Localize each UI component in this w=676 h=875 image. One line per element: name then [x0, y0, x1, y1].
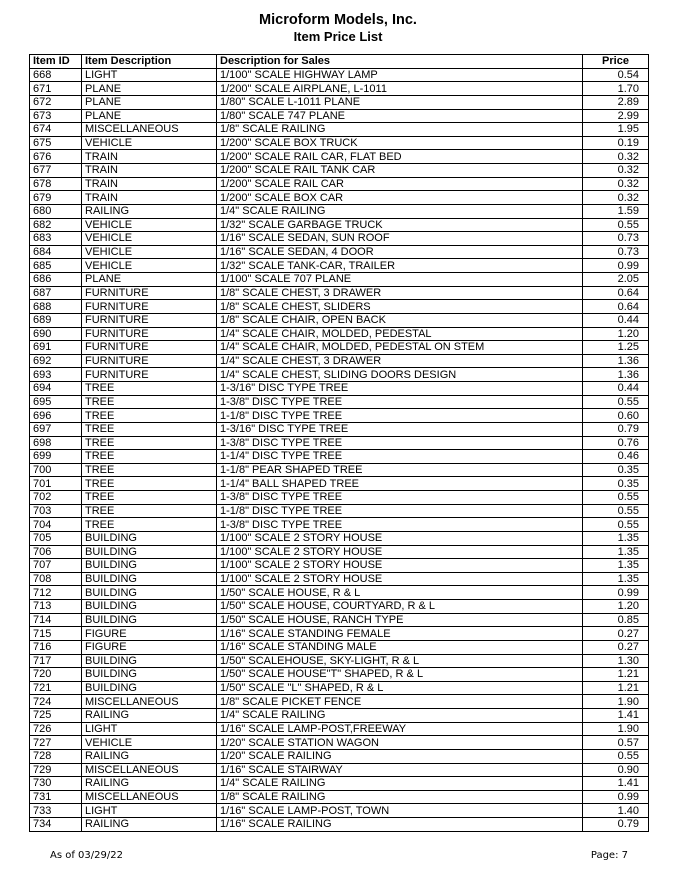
item-description-cell: RAILING: [82, 709, 217, 723]
price-cell: 0.55: [583, 218, 649, 232]
table-row: [30, 327, 649, 341]
sales-description-cell: 1/20" SCALE RAILING: [217, 749, 583, 763]
table-row: [30, 600, 649, 614]
price-cell: 1.21: [583, 681, 649, 695]
price-cell: 1.35: [583, 545, 649, 559]
item-description-cell: VEHICLE: [82, 232, 217, 246]
table-row: [30, 531, 649, 545]
price-cell: 0.76: [583, 436, 649, 450]
table-row: [30, 586, 649, 600]
sales-description-cell: 1/80" SCALE L-1011 PLANE: [217, 95, 583, 109]
item-description-cell: TREE: [82, 450, 217, 464]
item-id-cell: 721: [30, 681, 82, 695]
item-description-cell: BUILDING: [82, 531, 217, 545]
price-cell: 0.90: [583, 763, 649, 777]
item-id-cell: 733: [30, 804, 82, 818]
item-id-cell: 680: [30, 204, 82, 218]
table-row: [30, 286, 649, 300]
price-cell: 1.95: [583, 123, 649, 137]
item-id-cell: 717: [30, 654, 82, 668]
item-id-cell: 679: [30, 191, 82, 205]
item-description-cell: BUILDING: [82, 545, 217, 559]
table-row: [30, 109, 649, 123]
item-description-cell: LIGHT: [82, 722, 217, 736]
price-cell: 0.44: [583, 382, 649, 396]
table-row: [30, 695, 649, 709]
table-row: [30, 436, 649, 450]
price-cell: 0.85: [583, 613, 649, 627]
table-row: [30, 95, 649, 109]
table-row: [30, 450, 649, 464]
table-row: [30, 777, 649, 791]
page-number: Page: 7: [590, 850, 628, 861]
item-id-cell: 672: [30, 95, 82, 109]
price-cell: 2.99: [583, 109, 649, 123]
table-row: [30, 382, 649, 396]
company-name: Microform Models, Inc.: [259, 12, 417, 28]
sales-description-cell: 1/100" SCALE 2 STORY HOUSE: [217, 531, 583, 545]
item-description-cell: VEHICLE: [82, 245, 217, 259]
table-row: [30, 164, 649, 178]
sales-description-cell: 1/8" SCALE CHAIR, OPEN BACK: [217, 313, 583, 327]
item-id-cell: 671: [30, 82, 82, 96]
item-description-cell: TREE: [82, 395, 217, 409]
sales-description-cell: 1/16" SCALE STANDING FEMALE: [217, 627, 583, 641]
table-row: [30, 572, 649, 586]
item-id-cell: 699: [30, 450, 82, 464]
item-description-cell: FURNITURE: [82, 313, 217, 327]
table-row: [30, 313, 649, 327]
sales-description-cell: 1-3/8" DISC TYPE TREE: [217, 436, 583, 450]
price-cell: 0.79: [583, 818, 649, 832]
item-id-cell: 694: [30, 382, 82, 396]
sales-description-cell: 1/100" SCALE 2 STORY HOUSE: [217, 545, 583, 559]
price-cell: 1.40: [583, 804, 649, 818]
price-cell: 1.90: [583, 722, 649, 736]
table-body: [30, 68, 649, 831]
item-description-cell: FIGURE: [82, 627, 217, 641]
table-row: [30, 150, 649, 164]
sales-description-cell: 1/50" SCALE HOUSE"T" SHAPED, R & L: [217, 668, 583, 682]
item-description-cell: TREE: [82, 504, 217, 518]
table-row: [30, 123, 649, 137]
price-cell: 0.73: [583, 245, 649, 259]
item-description-cell: TRAIN: [82, 164, 217, 178]
item-id-cell: 683: [30, 232, 82, 246]
price-cell: 0.35: [583, 463, 649, 477]
sales-description-cell: 1/32" SCALE GARBAGE TRUCK: [217, 218, 583, 232]
table-row: [30, 191, 649, 205]
item-description-cell: TREE: [82, 477, 217, 491]
table-row: [30, 218, 649, 232]
column-header-price: Price: [583, 55, 649, 69]
price-cell: 0.64: [583, 300, 649, 314]
sales-description-cell: 1-1/8" DISC TYPE TREE: [217, 409, 583, 423]
item-description-cell: BUILDING: [82, 600, 217, 614]
as-of-date: As of 03/29/22: [50, 850, 123, 861]
table-header-row: [30, 55, 649, 69]
table-row: [30, 763, 649, 777]
item-id-cell: 729: [30, 763, 82, 777]
item-description-cell: TREE: [82, 491, 217, 505]
table-row: [30, 790, 649, 804]
price-cell: 0.57: [583, 736, 649, 750]
item-id-cell: 703: [30, 504, 82, 518]
price-cell: 0.32: [583, 150, 649, 164]
price-cell: 1.59: [583, 204, 649, 218]
table-row: [30, 681, 649, 695]
table-row: [30, 518, 649, 532]
item-description-cell: TREE: [82, 436, 217, 450]
sales-description-cell: 1/4" SCALE RAILING: [217, 204, 583, 218]
table-row: [30, 491, 649, 505]
item-id-cell: 716: [30, 640, 82, 654]
table-row: [30, 722, 649, 736]
item-id-cell: 713: [30, 600, 82, 614]
item-description-cell: TREE: [82, 518, 217, 532]
item-description-cell: TRAIN: [82, 150, 217, 164]
item-id-cell: 692: [30, 354, 82, 368]
table-row: [30, 232, 649, 246]
price-cell: 0.55: [583, 749, 649, 763]
sales-description-cell: 1/100" SCALE 2 STORY HOUSE: [217, 572, 583, 586]
table-row: [30, 504, 649, 518]
item-description-cell: RAILING: [82, 777, 217, 791]
column-header-item-description: Item Description: [82, 55, 217, 69]
item-description-cell: VEHICLE: [82, 136, 217, 150]
price-cell: 0.60: [583, 409, 649, 423]
item-id-cell: 702: [30, 491, 82, 505]
item-id-cell: 714: [30, 613, 82, 627]
sales-description-cell: 1/200" SCALE RAIL TANK CAR: [217, 164, 583, 178]
table-row: [30, 613, 649, 627]
item-description-cell: BUILDING: [82, 681, 217, 695]
table-row: [30, 559, 649, 573]
table-row: [30, 300, 649, 314]
price-cell: 0.55: [583, 491, 649, 505]
item-description-cell: MISCELLANEOUS: [82, 695, 217, 709]
item-id-cell: 727: [30, 736, 82, 750]
item-id-cell: 688: [30, 300, 82, 314]
table-row: [30, 273, 649, 287]
sales-description-cell: 1/8" SCALE CHEST, SLIDERS: [217, 300, 583, 314]
sales-description-cell: 1/4" SCALE RAILING: [217, 777, 583, 791]
sales-description-cell: 1/50" SCALE HOUSE, R & L: [217, 586, 583, 600]
sales-description-cell: 1/80" SCALE 747 PLANE: [217, 109, 583, 123]
sales-description-cell: 1/4" SCALE CHAIR, MOLDED, PEDESTAL: [217, 327, 583, 341]
price-cell: 1.70: [583, 82, 649, 96]
sales-description-cell: 1-3/16" DISC TYPE TREE: [217, 422, 583, 436]
item-id-cell: 676: [30, 150, 82, 164]
sales-description-cell: 1/8" SCALE RAILING: [217, 790, 583, 804]
table-row: [30, 245, 649, 259]
item-id-cell: 724: [30, 695, 82, 709]
item-id-cell: 684: [30, 245, 82, 259]
table-row: [30, 368, 649, 382]
sales-description-cell: 1/16" SCALE STANDING MALE: [217, 640, 583, 654]
item-id-cell: 675: [30, 136, 82, 150]
sales-description-cell: 1/100" SCALE 707 PLANE: [217, 273, 583, 287]
table-row: [30, 463, 649, 477]
item-id-cell: 697: [30, 422, 82, 436]
sales-description-cell: 1/16" SCALE LAMP-POST, TOWN: [217, 804, 583, 818]
table-row: [30, 627, 649, 641]
item-description-cell: FURNITURE: [82, 368, 217, 382]
item-id-cell: 705: [30, 531, 82, 545]
table-row: [30, 395, 649, 409]
sales-description-cell: 1-1/8" PEAR SHAPED TREE: [217, 463, 583, 477]
table-row: [30, 82, 649, 96]
item-description-cell: FURNITURE: [82, 354, 217, 368]
price-cell: 0.54: [583, 68, 649, 82]
table-row: [30, 341, 649, 355]
table-row: [30, 422, 649, 436]
sales-description-cell: 1-3/16" DISC TYPE TREE: [217, 382, 583, 396]
item-id-cell: 682: [30, 218, 82, 232]
item-id-cell: 731: [30, 790, 82, 804]
sales-description-cell: 1/32" SCALE TANK-CAR, TRAILER: [217, 259, 583, 273]
table-row: [30, 477, 649, 491]
item-description-cell: BUILDING: [82, 654, 217, 668]
table-row: [30, 654, 649, 668]
table-row: [30, 545, 649, 559]
price-cell: 1.35: [583, 572, 649, 586]
price-cell: 1.30: [583, 654, 649, 668]
sales-description-cell: 1/4" SCALE CHEST, SLIDING DOORS DESIGN: [217, 368, 583, 382]
item-description-cell: MISCELLANEOUS: [82, 763, 217, 777]
item-id-cell: 715: [30, 627, 82, 641]
item-description-cell: TRAIN: [82, 177, 217, 191]
item-description-cell: VEHICLE: [82, 736, 217, 750]
item-description-cell: FURNITURE: [82, 300, 217, 314]
item-id-cell: 678: [30, 177, 82, 191]
item-id-cell: 698: [30, 436, 82, 450]
sales-description-cell: 1/100" SCALE HIGHWAY LAMP: [217, 68, 583, 82]
table-row: [30, 640, 649, 654]
price-cell: 0.99: [583, 790, 649, 804]
item-description-cell: BUILDING: [82, 613, 217, 627]
item-description-cell: MISCELLANEOUS: [82, 123, 217, 137]
item-description-cell: BUILDING: [82, 668, 217, 682]
item-id-cell: 668: [30, 68, 82, 82]
price-cell: 0.55: [583, 395, 649, 409]
item-description-cell: TRAIN: [82, 191, 217, 205]
sales-description-cell: 1-3/8" DISC TYPE TREE: [217, 395, 583, 409]
item-id-cell: 706: [30, 545, 82, 559]
item-description-cell: TREE: [82, 382, 217, 396]
item-description-cell: VEHICLE: [82, 218, 217, 232]
item-id-cell: 677: [30, 164, 82, 178]
price-cell: 1.35: [583, 559, 649, 573]
price-cell: 0.64: [583, 286, 649, 300]
item-id-cell: 704: [30, 518, 82, 532]
price-cell: 2.89: [583, 95, 649, 109]
sales-description-cell: 1/4" SCALE RAILING: [217, 709, 583, 723]
item-id-cell: 730: [30, 777, 82, 791]
item-description-cell: FURNITURE: [82, 327, 217, 341]
price-cell: 1.36: [583, 368, 649, 382]
item-description-cell: TREE: [82, 422, 217, 436]
table-row: [30, 668, 649, 682]
item-id-cell: 674: [30, 123, 82, 137]
price-cell: 0.19: [583, 136, 649, 150]
item-description-cell: BUILDING: [82, 559, 217, 573]
sales-description-cell: 1/200" SCALE RAIL CAR: [217, 177, 583, 191]
item-id-cell: 693: [30, 368, 82, 382]
sales-description-cell: 1/200" SCALE AIRPLANE, L-1011: [217, 82, 583, 96]
item-description-cell: FIGURE: [82, 640, 217, 654]
item-id-cell: 689: [30, 313, 82, 327]
price-cell: 1.35: [583, 531, 649, 545]
sales-description-cell: 1-1/4" DISC TYPE TREE: [217, 450, 583, 464]
sales-description-cell: 1/16" SCALE LAMP-POST,FREEWAY: [217, 722, 583, 736]
table-row: [30, 709, 649, 723]
price-cell: 1.20: [583, 600, 649, 614]
item-description-cell: PLANE: [82, 109, 217, 123]
price-cell: 1.25: [583, 341, 649, 355]
sales-description-cell: 1/16" SCALE SEDAN, SUN ROOF: [217, 232, 583, 246]
price-cell: 0.79: [583, 422, 649, 436]
item-description-cell: PLANE: [82, 273, 217, 287]
price-cell: 1.20: [583, 327, 649, 341]
price-cell: 2.05: [583, 273, 649, 287]
item-id-cell: 734: [30, 818, 82, 832]
item-description-cell: LIGHT: [82, 68, 217, 82]
column-header-item-id: Item ID: [30, 55, 82, 69]
item-id-cell: 728: [30, 749, 82, 763]
page-title: Item Price List: [293, 29, 383, 44]
item-description-cell: TREE: [82, 409, 217, 423]
table-row: [30, 136, 649, 150]
table-row: [30, 804, 649, 818]
price-cell: 0.73: [583, 232, 649, 246]
item-id-cell: 700: [30, 463, 82, 477]
item-id-cell: 691: [30, 341, 82, 355]
sales-description-cell: 1/50" SCALE HOUSE, COURTYARD, R & L: [217, 600, 583, 614]
sales-description-cell: 1/8" SCALE CHEST, 3 DRAWER: [217, 286, 583, 300]
item-id-cell: 720: [30, 668, 82, 682]
item-description-cell: RAILING: [82, 204, 217, 218]
item-description-cell: RAILING: [82, 818, 217, 832]
item-description-cell: TREE: [82, 463, 217, 477]
table-row: [30, 177, 649, 191]
price-table: [29, 54, 649, 832]
price-cell: 1.36: [583, 354, 649, 368]
price-cell: 0.35: [583, 477, 649, 491]
sales-description-cell: 1/8" SCALE PICKET FENCE: [217, 695, 583, 709]
item-id-cell: 696: [30, 409, 82, 423]
sales-description-cell: 1/20" SCALE STATION WAGON: [217, 736, 583, 750]
price-cell: 0.27: [583, 627, 649, 641]
sales-description-cell: 1/100" SCALE 2 STORY HOUSE: [217, 559, 583, 573]
sales-description-cell: 1/8" SCALE RAILING: [217, 123, 583, 137]
price-cell: 0.46: [583, 450, 649, 464]
table-row: [30, 409, 649, 423]
table-row: [30, 68, 649, 82]
sales-description-cell: 1/200" SCALE BOX CAR: [217, 191, 583, 205]
item-id-cell: 701: [30, 477, 82, 491]
item-description-cell: FURNITURE: [82, 341, 217, 355]
price-cell: 1.90: [583, 695, 649, 709]
sales-description-cell: 1/16" SCALE STAIRWAY: [217, 763, 583, 777]
sales-description-cell: 1/50" SCALEHOUSE, SKY-LIGHT, R & L: [217, 654, 583, 668]
item-description-cell: LIGHT: [82, 804, 217, 818]
price-cell: 1.21: [583, 668, 649, 682]
item-description-cell: BUILDING: [82, 586, 217, 600]
item-description-cell: MISCELLANEOUS: [82, 790, 217, 804]
price-cell: 0.55: [583, 504, 649, 518]
price-cell: 0.32: [583, 191, 649, 205]
price-cell: 0.32: [583, 164, 649, 178]
price-cell: 0.32: [583, 177, 649, 191]
sales-description-cell: 1/4" SCALE CHEST, 3 DRAWER: [217, 354, 583, 368]
price-cell: 1.41: [583, 709, 649, 723]
item-id-cell: 725: [30, 709, 82, 723]
sales-description-cell: 1/50" SCALE HOUSE, RANCH TYPE: [217, 613, 583, 627]
sales-description-cell: 1-3/8" DISC TYPE TREE: [217, 491, 583, 505]
price-cell: 0.99: [583, 586, 649, 600]
item-id-cell: 708: [30, 572, 82, 586]
sales-description-cell: 1/16" SCALE RAILING: [217, 818, 583, 832]
table-row: [30, 749, 649, 763]
sales-description-cell: 1-1/8" DISC TYPE TREE: [217, 504, 583, 518]
sales-description-cell: 1/4" SCALE CHAIR, MOLDED, PEDESTAL ON STEM: [217, 341, 583, 355]
item-id-cell: 687: [30, 286, 82, 300]
table-row: [30, 736, 649, 750]
price-cell: 0.44: [583, 313, 649, 327]
item-description-cell: FURNITURE: [82, 286, 217, 300]
item-id-cell: 686: [30, 273, 82, 287]
item-description-cell: BUILDING: [82, 572, 217, 586]
sales-description-cell: 1/16" SCALE SEDAN, 4 DOOR: [217, 245, 583, 259]
price-cell: 1.41: [583, 777, 649, 791]
sales-description-cell: 1-1/4" BALL SHAPED TREE: [217, 477, 583, 491]
table-row: [30, 259, 649, 273]
table-row: [30, 204, 649, 218]
sales-description-cell: 1/50" SCALE "L" SHAPED, R & L: [217, 681, 583, 695]
item-id-cell: 726: [30, 722, 82, 736]
sales-description-cell: 1-3/8" DISC TYPE TREE: [217, 518, 583, 532]
item-description-cell: PLANE: [82, 82, 217, 96]
column-header-sales-description: Description for Sales: [217, 55, 583, 69]
price-cell: 0.55: [583, 518, 649, 532]
item-id-cell: 690: [30, 327, 82, 341]
item-description-cell: PLANE: [82, 95, 217, 109]
item-description-cell: VEHICLE: [82, 259, 217, 273]
item-id-cell: 712: [30, 586, 82, 600]
item-id-cell: 707: [30, 559, 82, 573]
table-row: [30, 354, 649, 368]
table-row: [30, 818, 649, 832]
price-cell: 0.99: [583, 259, 649, 273]
sales-description-cell: 1/200" SCALE RAIL CAR, FLAT BED: [217, 150, 583, 164]
item-id-cell: 695: [30, 395, 82, 409]
price-cell: 0.27: [583, 640, 649, 654]
sales-description-cell: 1/200" SCALE BOX TRUCK: [217, 136, 583, 150]
item-id-cell: 685: [30, 259, 82, 273]
item-id-cell: 673: [30, 109, 82, 123]
item-description-cell: RAILING: [82, 749, 217, 763]
